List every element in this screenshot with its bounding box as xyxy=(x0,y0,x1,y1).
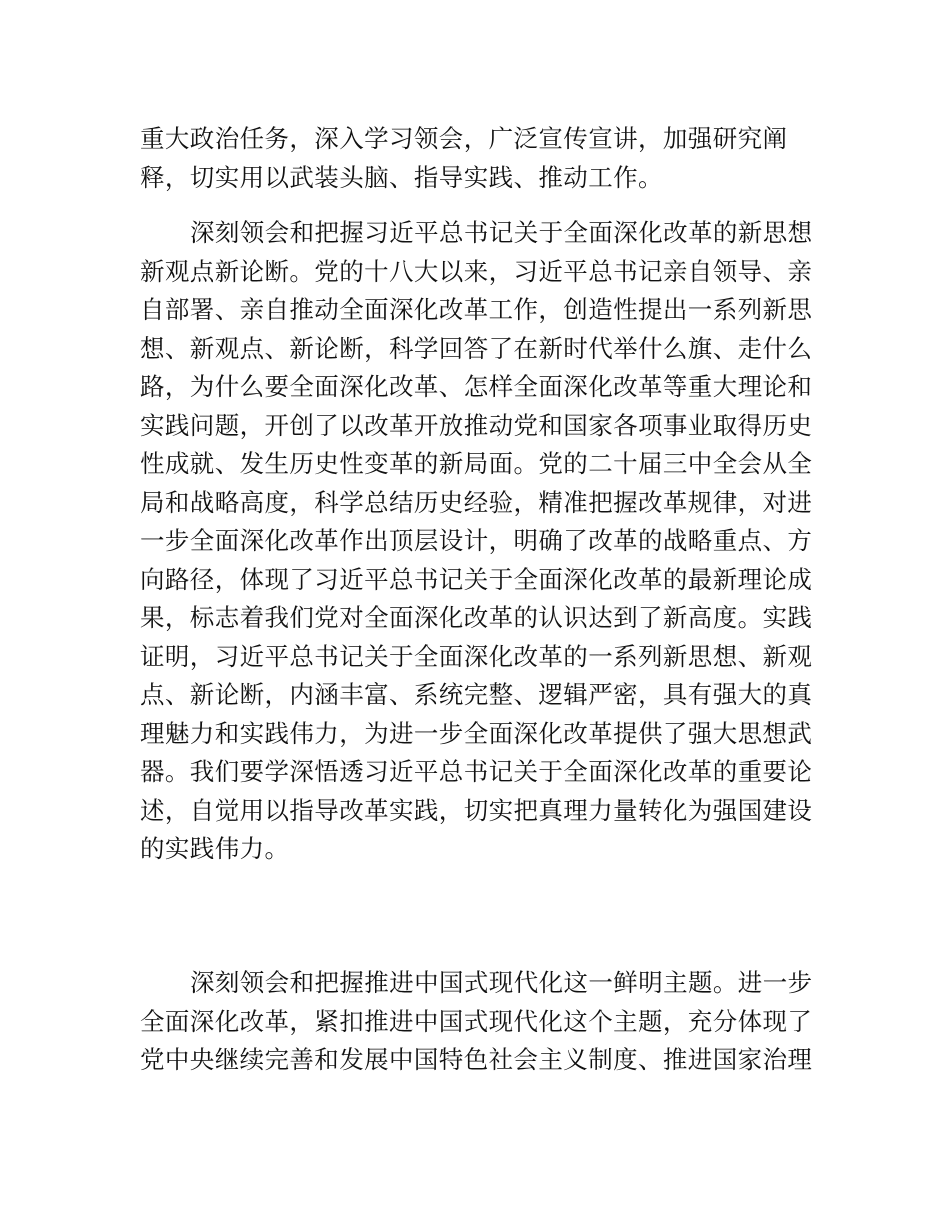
text-line: 深刻领会和把握习近平总书记关于全面深化改革的新思想 xyxy=(190,218,813,247)
text-line: 一步全面深化改革作出顶层设计，明确了改革的战略重点、方 xyxy=(140,526,813,555)
text-line: 性成就、发生历史性变革的新局面。党的二十届三中全会从全 xyxy=(140,449,813,478)
text-line: 自部署、亲自推动全面深化改革工作，创造性提出一系列新思 xyxy=(140,295,813,324)
text-line: 党中央继续完善和发展中国特色社会主义制度、推进国家治理 xyxy=(140,1045,813,1074)
paragraph-continuation xyxy=(140,120,812,197)
paragraph-chinese-modernization xyxy=(140,964,812,1080)
text-line: 实践问题，开创了以改革开放推动党和国家各项事业取得历史 xyxy=(140,410,813,440)
text-line: 向路径，体现了习近平总书记关于全面深化改革的最新理论成 xyxy=(140,564,813,594)
text-line: 局和战略高度，科学总结历史经验，精准把握改革规律，对进 xyxy=(140,487,813,517)
text-line: 想、新观点、新论断，科学回答了在新时代举什么旗、走什么 xyxy=(140,333,813,363)
text-line: 重大政治任务，深入学习领会，广泛宣传宣讲，加强研究阐 xyxy=(140,124,788,153)
text-line: 深刻领会和把握推进中国式现代化这一鲜明主题。进一步 xyxy=(190,968,813,997)
text-line: 理魅力和实践伟力，为进一步全面深化改革提供了强大思想武 xyxy=(140,718,813,748)
text-line: 器。我们要学深悟透习近平总书记关于全面深化改革的重要论 xyxy=(140,757,813,786)
paragraph-reform-thought xyxy=(140,214,812,869)
text-line: 果，标志着我们党对全面深化改革的认识达到了新高度。实践 xyxy=(140,603,813,632)
text-line: 路，为什么要全面深化改革、怎样全面深化改革等重大理论和 xyxy=(140,372,813,401)
text-line: 释，切实用以武装头脑、指导实践、推动工作。 xyxy=(140,162,663,192)
text-line: 全面深化改革，紧扣推进中国式现代化这个主题，充分体现了 xyxy=(140,1006,813,1036)
text-line: 的实践伟力。 xyxy=(140,834,290,863)
text-line: 述，自觉用以指导改革实践，切实把真理力量转化为强国建设 xyxy=(140,795,813,825)
text-line: 证明，习近平总书记关于全面深化改革的一系列新思想、新观 xyxy=(140,641,813,671)
text-line: 点、新论断，内涵丰富、系统完整、逻辑严密，具有强大的真 xyxy=(140,680,813,709)
text-line: 新观点新论断。党的十八大以来，习近平总书记亲自领导、亲 xyxy=(140,256,813,286)
